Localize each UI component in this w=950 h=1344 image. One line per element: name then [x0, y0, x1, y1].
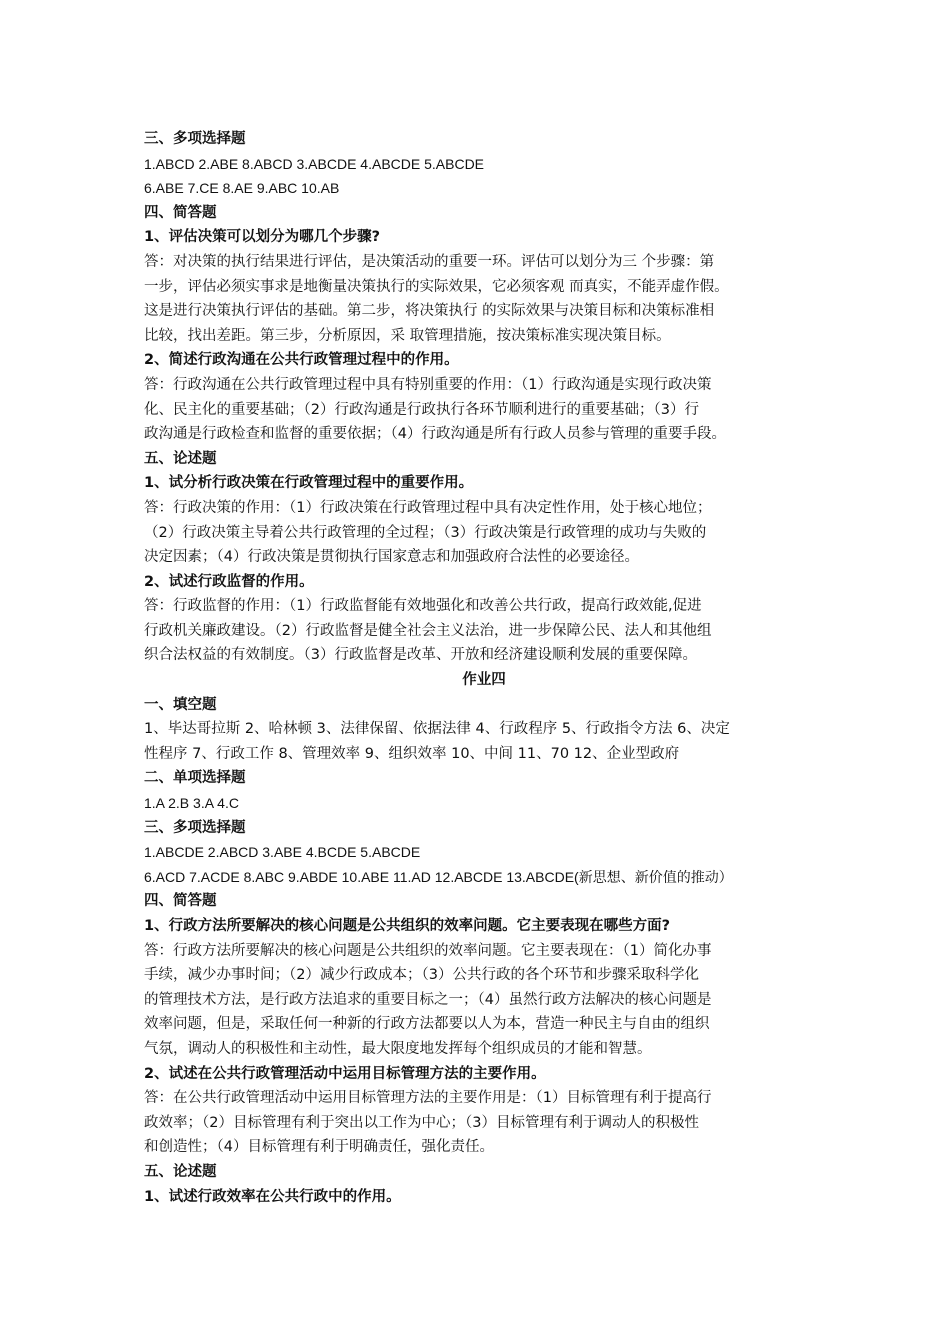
text-line: 这是进行决策执行评估的基础。第二步，将决策执行 的实际效果与决策目标和决策标准相 — [144, 303, 715, 320]
heading-line: 五、论述题 — [144, 450, 217, 467]
text-line: 一步，评估必须实事求是地衡量决策执行的实际效果，它必须客观 而真实，不能弄虚作假。 — [144, 278, 729, 295]
text-line: 气氛，调动人的积极性和主动性，最大限度地发挥每个组织成员的才能和智慧。 — [144, 1040, 652, 1057]
heading-line: 2、试述行政监督的作用。 — [144, 573, 314, 590]
text-line: 政沟通是行政检查和监督的重要依据；（4）行政沟通是所有行政人员参与管理的重要手段。 — [144, 426, 726, 443]
heading-line: 四、简答题 — [144, 893, 217, 910]
text-line: 1、毕达哥拉斯 2、哈林顿 3、法律保留、依据法律 4、行政程序 5、行政指令方法 6、决定 — [144, 721, 730, 738]
text-line: 手续，减少办事时间；（2）减少行政成本；（3）公共行政的各个环节和步骤采取科学化 — [144, 967, 699, 984]
heading-line: 2、简述行政沟通在公共行政管理过程中的作用。 — [144, 352, 459, 369]
text-line: 6.ABE 7.CE 8.AE 9.ABC 10.AB — [144, 180, 340, 197]
heading-line: 作业四 — [462, 672, 506, 689]
text-line: 答：对决策的执行结果进行评估，是决策活动的重要一环。评估可以划分为三 个步骤：第 — [144, 253, 715, 270]
text-line: 答：在公共行政管理活动中运用目标管理方法的主要作用是：（1）目标管理有利于提高行 — [144, 1090, 712, 1107]
text-line: 答：行政方法所要解决的核心问题是公共组织的效率问题。它主要表现在：（1）简化办事 — [144, 942, 712, 959]
heading-line: 2、试述在公共行政管理活动中运用目标管理方法的主要作用。 — [144, 1065, 546, 1082]
heading-line: 二、单项选择题 — [144, 770, 246, 787]
text-line: 1.ABCD 2.ABE 8.ABCD 3.ABCDE 4.ABCDE 5.ABCDE — [144, 155, 485, 172]
text-line: 织合法权益的有效制度。（3）行政监督是改革、开放和经济建设顺利发展的重要保障。 — [144, 647, 697, 664]
heading-line: 1、试述行政效率在公共行政中的作用。 — [144, 1188, 401, 1205]
text-line: 答：行政监督的作用：（1）行政监督能有效地强化和改善公共行政，提高行政效能,促进 — [144, 598, 702, 615]
text-line: 6.ACD 7.ACDE 8.ABC 9.ABDE 10.ABE 11.AD 12.ABCDE 13.ABCDE(新思想、新价值的推动） — [144, 868, 733, 885]
heading-line: 五、论述题 — [144, 1163, 217, 1180]
text-line: 答：行政决策的作用：（1）行政决策在行政管理过程中具有决定性作用，处于核心地位； — [144, 499, 712, 516]
text-line: 效率问题，但是，采取任何一种新的行政方法都要以人为本，营造一种民主与自由的组织 — [144, 1016, 710, 1033]
heading-line: 一、填空题 — [144, 696, 217, 713]
heading-line: 三、多项选择题 — [144, 131, 246, 147]
text-line: 1.A 2.B 3.A 4.C — [144, 795, 239, 812]
text-line: 性程序 7、行政工作 8、管理效率 9、组织效率 10、中间 11、70 12、企业型政府 — [144, 745, 680, 762]
text-line: 和创造性；（4）目标管理有利于明确责任，强化责任。 — [144, 1139, 494, 1156]
text-line: 化、民主化的重要基础；（2）行政沟通是行政执行各环节顺利进行的重要基础；（3）行 — [144, 401, 699, 418]
heading-line: 三、多项选择题 — [144, 819, 246, 836]
text-line: 比较，找出差距。第三步，分析原因，采 取管理措施，按决策标准实现决策目标。 — [144, 327, 671, 344]
text-line: 答：行政沟通在公共行政管理过程中具有特别重要的作用：（1）行政沟通是实现行政决策 — [144, 376, 712, 393]
document-page — [144, 127, 824, 1209]
text-line: 行政机关廉政建设。（2）行政监督是健全社会主义法治，进一步保障公民、法人和其他组 — [144, 622, 712, 639]
heading-line: 1、试分析行政决策在行政管理过程中的重要作用。 — [144, 475, 474, 492]
heading-line: 1、行政方法所要解决的核心问题是公共组织的效率问题。它主要表现在哪些方面? — [144, 918, 670, 934]
text-line: （2）行政决策主导着公共行政管理的全过程；（3）行政决策是行政管理的成功与失败的 — [144, 524, 707, 541]
text-line: 决定因素；（4）行政决策是贯彻执行国家意志和加强政府合法性的必要途径。 — [144, 549, 639, 566]
text-line: 1.ABCDE 2.ABCD 3.ABE 4.BCDE 5.ABCDE — [144, 844, 421, 861]
heading-line: 四、简答题 — [144, 204, 217, 221]
heading-line: 1、评估决策可以划分为哪几个步骤? — [144, 229, 380, 246]
text-line: 的管理技术方法，是行政方法追求的重要目标之一；（4）虽然行政方法解决的核心问题是 — [144, 991, 712, 1008]
text-line: 政效率；（2）目标管理有利于突出以工作为中心；（3）目标管理有利于调动人的积极性 — [144, 1114, 699, 1131]
